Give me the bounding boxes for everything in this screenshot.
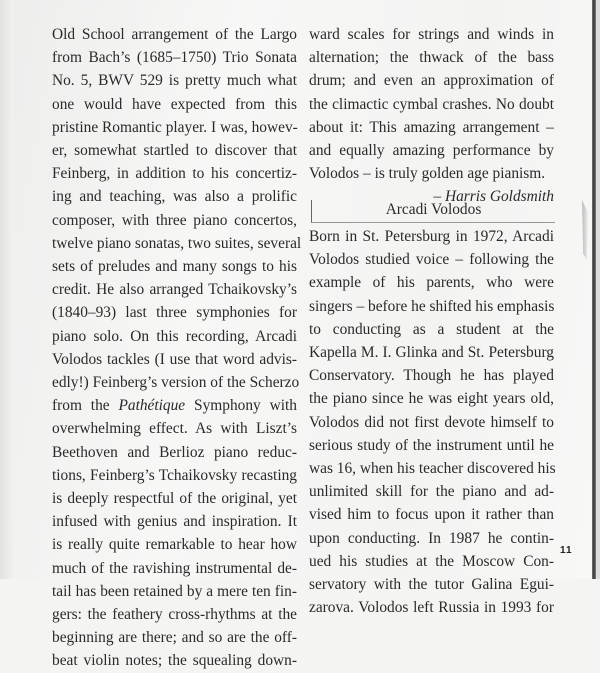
scan-tab-mark bbox=[582, 200, 588, 260]
review-author-signature: – Harris Goldsmith bbox=[433, 188, 554, 206]
text-line: one would have expected from this bbox=[52, 95, 297, 113]
text-line: er, somewhat startled to discover that bbox=[52, 142, 297, 160]
text-line: Volodos tackles (I use that word advis- bbox=[52, 350, 297, 368]
text-line: Beethoven and Berlioz piano reduc- bbox=[52, 443, 297, 461]
text-line: much of the ravishing instrumental de- bbox=[52, 559, 297, 577]
text-line: was 16, when his teacher discovered his bbox=[309, 460, 556, 478]
text-line-with-italic-title bbox=[52, 394, 297, 417]
text-line: composer, with three piano concertos, bbox=[52, 211, 297, 229]
text-line: alternation; the thwack of the bass bbox=[309, 49, 554, 67]
left-column-review-text bbox=[52, 23, 302, 673]
page-gutter-shadow bbox=[0, 0, 14, 579]
text-line: example of his parents, who were bbox=[309, 274, 554, 292]
text-fragment: Symphony with bbox=[194, 397, 297, 415]
text-line: piano solo. On this recording, Arcadi bbox=[52, 327, 297, 345]
text-line: twelve piano sonatas, two suites, several bbox=[52, 234, 302, 252]
text-line: credit. He also arranged Tchaikovsky’s bbox=[52, 281, 297, 299]
section-heading: Arcadi Volodos bbox=[311, 200, 555, 223]
text-line: beginning are there; and so are the off- bbox=[52, 629, 297, 647]
text-line: singers – before he shifted his emphasis bbox=[309, 297, 555, 315]
text-line: zarova. Volodos left Russia in 1993 for bbox=[309, 599, 554, 617]
text-line: ing and teaching, was also a prolific bbox=[52, 188, 297, 206]
text-line: (1840–93) last three symphonies for bbox=[52, 304, 297, 322]
text-line: Volodos did not first devote himself to bbox=[309, 413, 554, 431]
text-line: Volodos studied voice – following the bbox=[309, 251, 554, 269]
text-line: beat violin notes; the squealing down- bbox=[52, 652, 297, 670]
text-line: serious study of the instrument until he bbox=[309, 436, 554, 454]
text-line: ward scales for strings and winds in bbox=[309, 26, 554, 43]
text-line: vised him to focus upon it rather than bbox=[309, 506, 554, 524]
text-line: infused with genius and inspiration. It bbox=[52, 513, 297, 531]
text-line: overwhelming effect. As with Liszt’s bbox=[52, 420, 297, 438]
text-line: and equally amazing performance by bbox=[309, 142, 554, 160]
text-line: is deeply respectful of the original, yet bbox=[52, 490, 297, 508]
text-line: Feinberg, in addition to his concertiz- bbox=[52, 165, 297, 183]
right-column-review-ending bbox=[309, 23, 554, 209]
text-line: ued his studies at the Moscow Con- bbox=[309, 552, 554, 570]
text-line: tions, Feinberg’s Tchaikovsky recasting bbox=[52, 466, 297, 484]
text-line: edly!) Feinberg’s version of the Scherzo bbox=[52, 374, 300, 392]
text-line: the piano since he was eight years old, bbox=[309, 390, 554, 408]
scan-margin bbox=[596, 0, 600, 579]
text-line: Born in St. Petersburg in 1972, Arcadi bbox=[309, 228, 554, 245]
text-line: the climactic cymbal crashes. No doubt bbox=[309, 95, 554, 113]
text-line: is really quite remarkable to hear how bbox=[52, 536, 297, 554]
text-line: Volodos – is truly golden age pianism. bbox=[309, 165, 546, 183]
artist-biography bbox=[309, 225, 554, 619]
text-line: sets of preludes and many songs to his bbox=[52, 258, 297, 276]
text-line: unlimited skill for the piano and ad- bbox=[309, 483, 554, 501]
text-line: Conservatory. Though he has played bbox=[309, 367, 554, 385]
text-line: to conducting as a student at the bbox=[309, 320, 554, 338]
text-line: pristine Romantic player. I was, howev- bbox=[52, 118, 298, 136]
text-line: from Bach’s (1685–1750) Trio Sonata bbox=[52, 49, 297, 67]
text-line: No. 5, BWV 529 is pretty much what bbox=[52, 72, 297, 90]
text-fragment: from the bbox=[52, 397, 110, 415]
text-line: Kapella M. I. Glinka and St. Petersburg bbox=[309, 344, 554, 362]
text-line: about it: This amazing arrangement – bbox=[309, 118, 554, 136]
italic-work-title: Pathétique bbox=[118, 397, 186, 415]
text-line: tail has been retained by a mere ten fin- bbox=[52, 582, 297, 600]
text-line: upon conducting. In 1987 he contin- bbox=[309, 529, 554, 547]
text-line: servatory with the tutor Galina Egui- bbox=[309, 576, 554, 594]
text-line: Old School arrangement of the Largo bbox=[52, 26, 297, 43]
page-number: 11 bbox=[560, 545, 573, 556]
text-line: gers: the feathery cross-rhythms at the bbox=[52, 606, 297, 624]
text-line: drum; and even an approximation of bbox=[309, 72, 554, 90]
